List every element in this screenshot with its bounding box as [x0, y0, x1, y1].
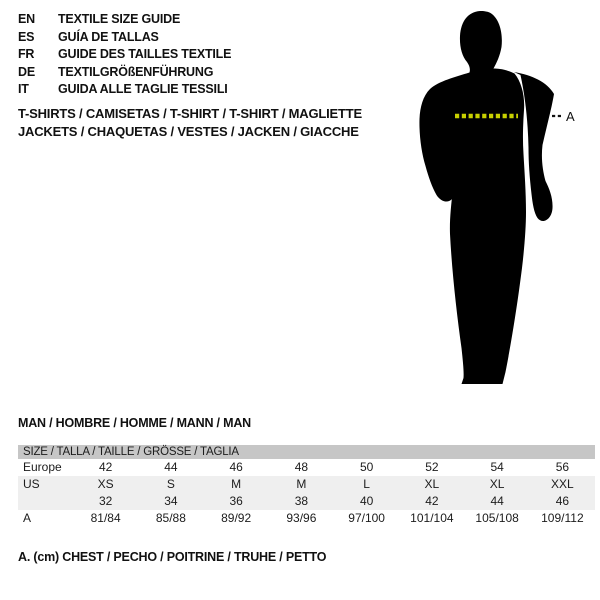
size-cell: 40	[359, 494, 374, 508]
size-cell: 42	[98, 460, 113, 474]
size-table-header: SIZE / TALLA / TAILLE / GRÖSSE / TAGLIA	[18, 445, 595, 459]
category-line-jackets: JACKETS / CHAQUETAS / VESTES / JACKEN / GIACCHE	[18, 124, 359, 139]
language-code: IT	[18, 82, 29, 97]
size-cell: XS	[97, 477, 114, 491]
language-text: TEXTILE SIZE GUIDE	[58, 12, 181, 26]
language-row-it	[18, 81, 231, 99]
man-silhouette-figure	[415, 6, 577, 390]
size-cell: 81/84	[90, 511, 121, 525]
row-label: US	[23, 477, 40, 491]
language-text: GUIDE DES TAILLES TEXTILE	[58, 47, 232, 62]
garment-categories	[18, 105, 362, 141]
size-cell: 52	[425, 460, 439, 474]
language-text: GUIDA ALLE TAGLIE TESSILI	[58, 82, 228, 97]
language-code: ES	[18, 29, 35, 44]
table-row-chest-a	[18, 510, 595, 527]
table-row-europe	[18, 459, 595, 476]
size-cell: M	[296, 477, 307, 491]
size-cell: 44	[164, 460, 178, 474]
size-cell: 101/104	[410, 511, 454, 525]
size-cell: 56	[555, 460, 570, 474]
size-cell: 97/100	[348, 511, 385, 525]
size-cell: XXL	[551, 477, 574, 491]
size-cell: L	[363, 477, 370, 491]
language-text: TEXTILGRÖßENFÜHRUNG	[58, 64, 214, 79]
language-code: FR	[18, 47, 35, 62]
size-cell: 93/96	[286, 511, 317, 525]
language-row-es	[18, 29, 231, 47]
row-label	[18, 493, 73, 510]
table-row-numeric	[18, 493, 595, 510]
size-cell: M	[231, 477, 242, 491]
silhouette-body	[419, 11, 526, 384]
size-cell: S	[166, 477, 175, 491]
size-cell: 48	[294, 460, 309, 474]
size-cell: 105/108	[475, 511, 519, 525]
man-silhouette-svg	[415, 6, 577, 390]
section-title-man: MAN / HOMBRE / HOMME / MANN / MAN	[18, 416, 251, 430]
size-cell: 36	[229, 494, 243, 508]
language-code: EN	[18, 12, 35, 26]
row-label: A	[23, 511, 32, 525]
size-cell: 85/88	[155, 511, 186, 525]
language-list	[18, 11, 231, 99]
chest-measure-footnote: A. (cm) CHEST / PECHO / POITRINE / TRUHE / PETTO	[18, 550, 327, 564]
size-cell: 42	[425, 494, 439, 508]
size-cell: 50	[359, 460, 374, 474]
measure-label-a: A	[566, 109, 575, 124]
size-cell: 38	[294, 494, 309, 508]
category-line-tshirts: T-SHIRTS / CAMISETAS / T-SHIRT / T-SHIRT / MAGLIETTE	[18, 106, 362, 121]
row-label: Europe	[23, 460, 62, 474]
size-cell: XL	[489, 477, 505, 491]
size-cell: 46	[229, 460, 243, 474]
size-table	[18, 445, 595, 527]
size-cell: 32	[98, 494, 113, 508]
language-text: GUÍA DE TALLAS	[58, 29, 159, 44]
language-row-fr	[18, 46, 231, 64]
language-row-en	[18, 11, 231, 29]
size-cell: 34	[164, 494, 178, 508]
size-cell: 54	[490, 460, 504, 474]
size-cell: 46	[555, 494, 570, 508]
table-row-us	[18, 476, 595, 493]
language-code: DE	[18, 64, 35, 79]
language-row-de	[18, 64, 231, 82]
size-cell: XL	[424, 477, 440, 491]
size-cell: 89/92	[221, 511, 252, 525]
size-cell: 44	[490, 494, 504, 508]
size-cell: 109/112	[541, 511, 584, 525]
